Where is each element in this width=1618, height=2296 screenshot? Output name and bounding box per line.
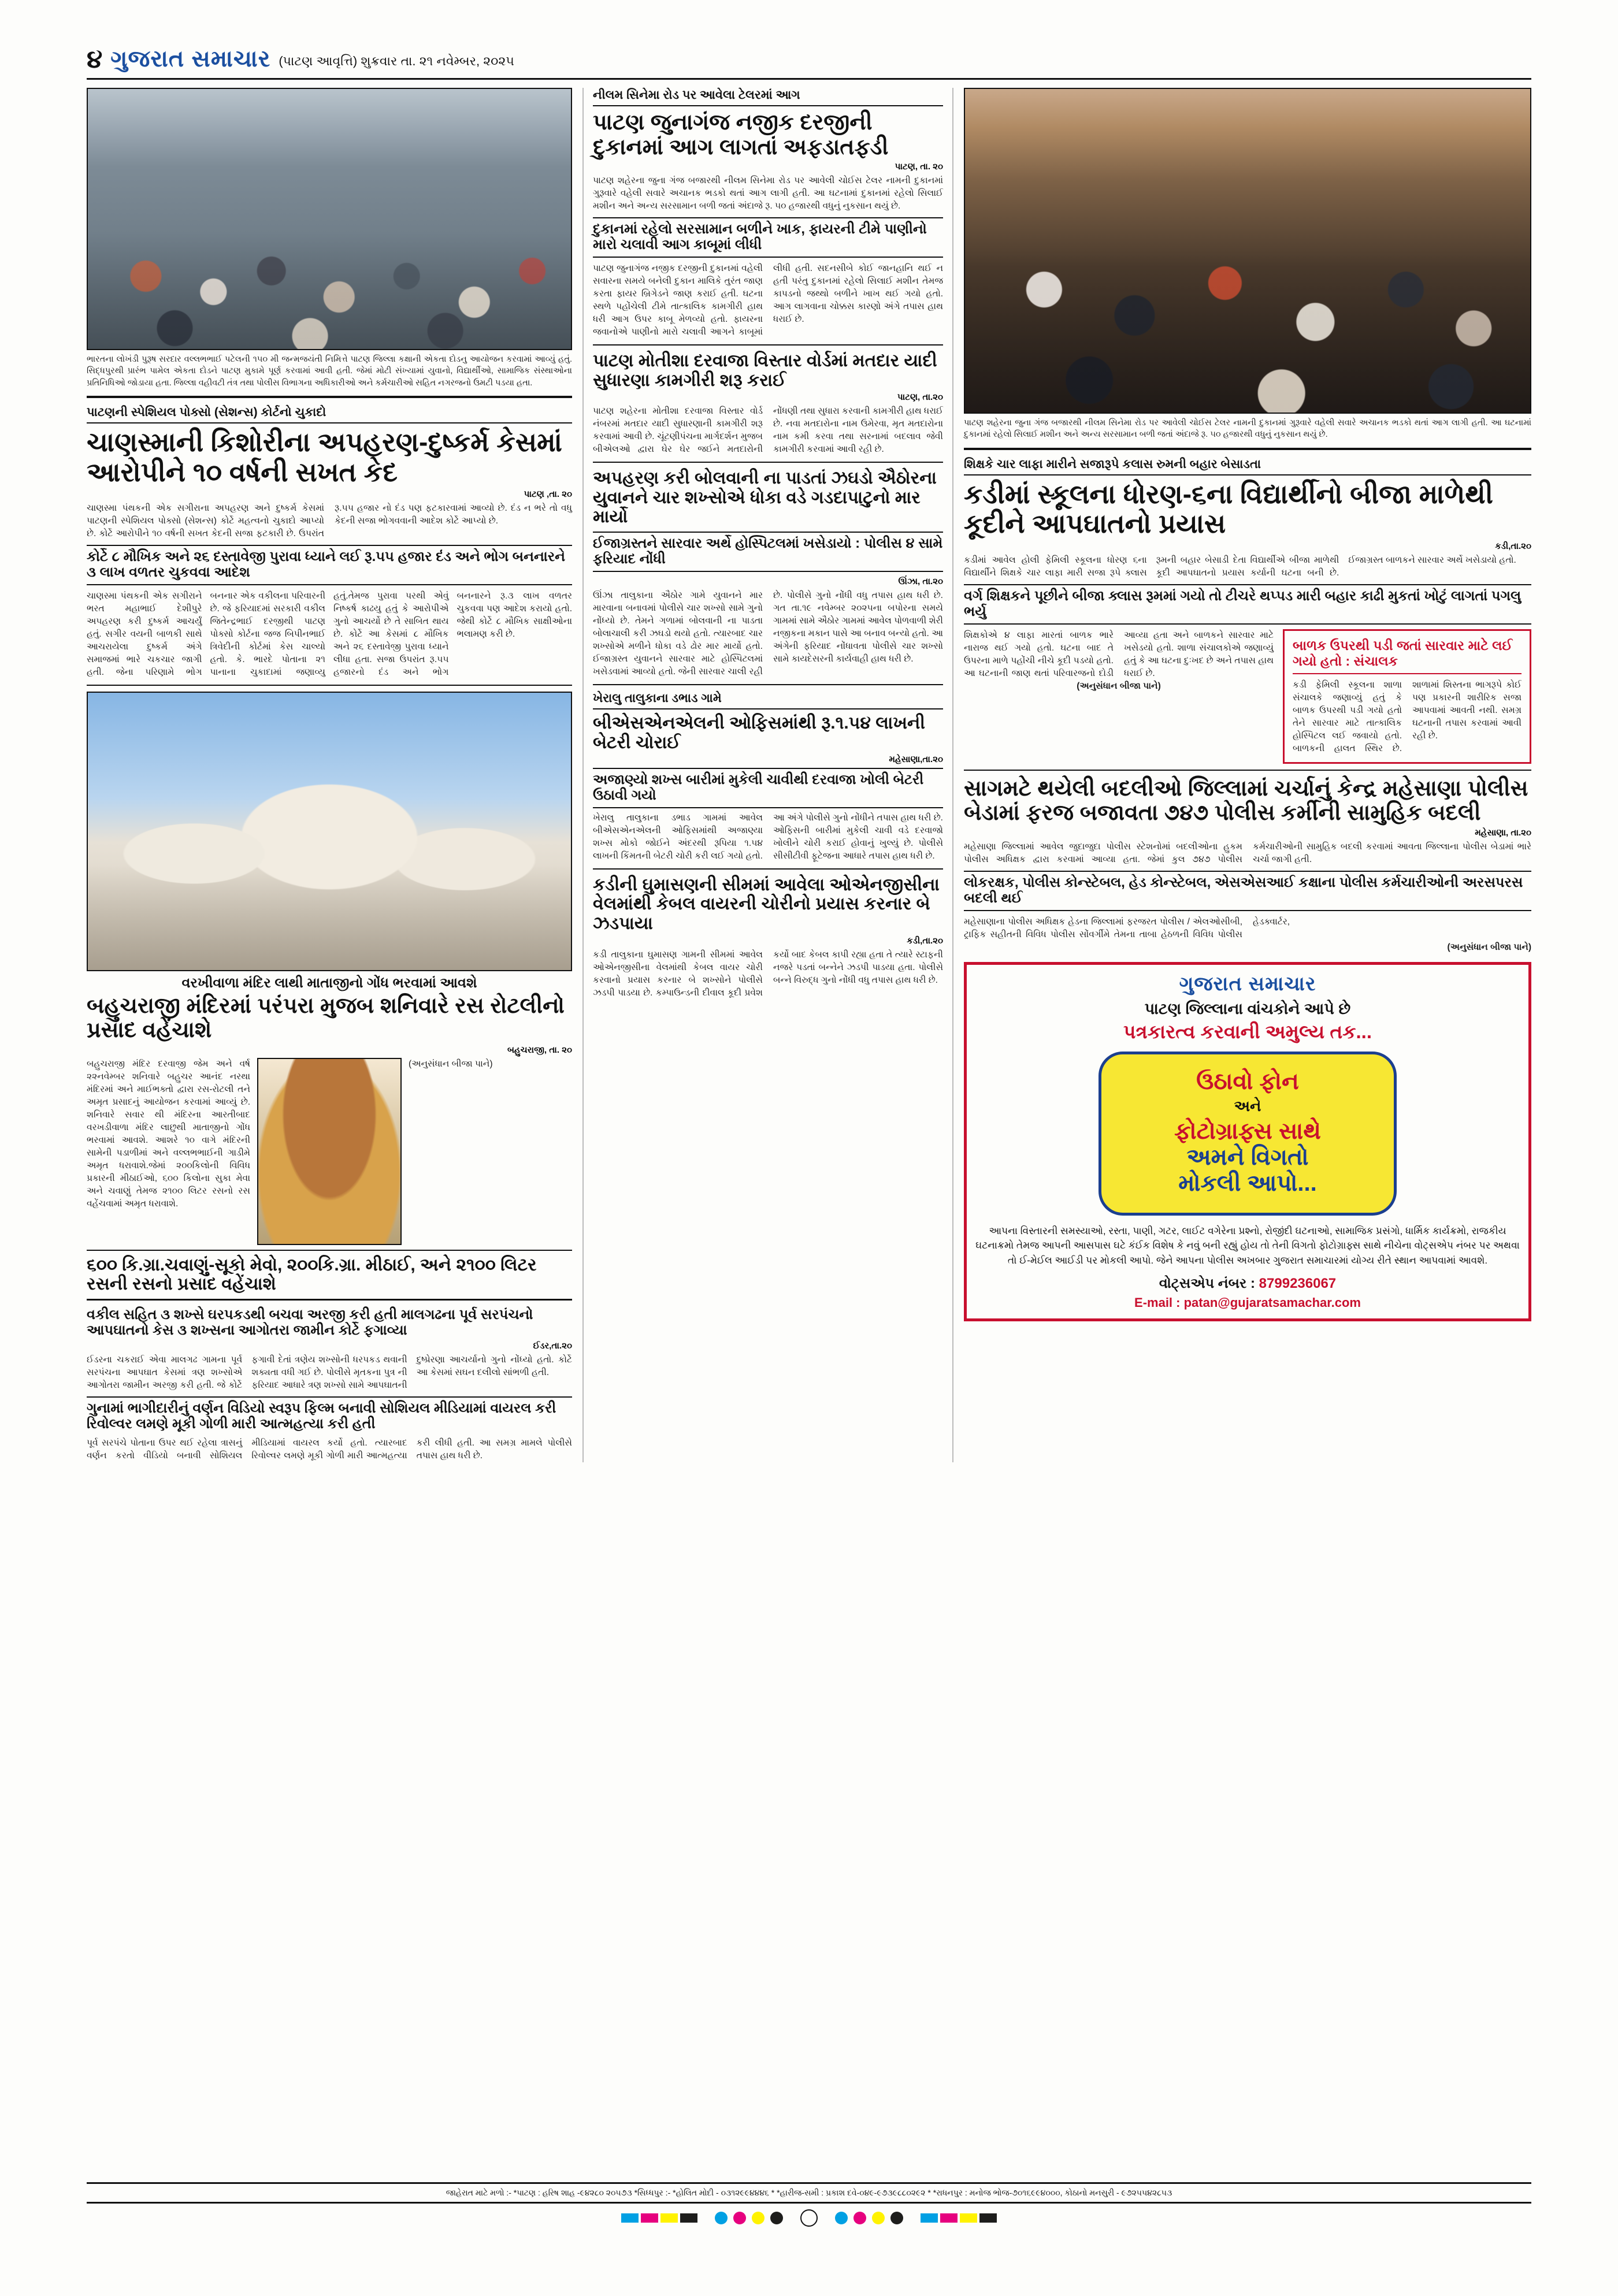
cable-body: કડી તાલુકાના ઘુમાસણ ગામની સીમમાં આવેલ ઓએનજીસીના વેલમાંથી કેબલ વાયર ચોરી કરવાનો પ્રયાસ કરનાર બે શખ્સોને પોલીસે ઝડપી પાડયા છે. કમ્પાઉન્ડની દીવાલ કૂદી પ્રવેશ કર્યો બાદ કેબલ કાપી રહ્યા હતા તે ત્યારે સ્ટાફની નજરે પડતાં બન્નેને ઝડપી પાડયા હતા. પોલીસે બન્ને વિરુદ્ધ ગુનો નોંધી વધુ તપાસ હાથ ધરી છે. <box>593 949 943 998</box>
transfer-headline: સાગમટે થયેલી બદલીઓ જિલ્લામાં ચર્ચાનું કેન્દ્ર મહેસાણા પોલીસ બેડામાં ફરજ બજાવતા ૭૪૭ પોલીસ કર્મીની સામુહિક બદલી <box>964 776 1528 826</box>
masthead <box>87 46 1531 80</box>
ad-whatsapp-number[interactable]: 8799236067 <box>1259 1276 1337 1292</box>
swatch <box>940 2213 958 2223</box>
court-lead: ચાણસ્મા પંથકની એક સગીરાના અપહરણ અને દુષ્કર્મ કેસમાં પાટણની સ્પેશિયલ પોક્સો (સેશન્સ) કોર્ટે મહત્વનો ચુકાદો આપ્યો છે. કોર્ટે આરોપીને ૧૦ વર્ષની સખત કેદની સજા ફટકારી છે. ઉપરાંત રૂ.૫૫ હજાર નો દંડ પણ ફટકારવામાં આવ્યો છે. દંડ ન ભરે તો વધુ કેદની સજા ભોગવવાની આદેશ કોર્ટે આપ્યો છે. <box>87 503 572 539</box>
ad-body-text: આપના વિસ્તારની સમસ્યાઓ, રસ્તા, પાણી, ગટર, લાઈટ વગેરેના પ્રશ્નો, રોજીંદી ઘટનાઓ, સામાજિક પ્રસંગો, ધાર્મિક કાર્યક્રમો, રાજકીય ઘટનાક્રમો તેમજ આપની આસપાસ ઘટે કંઈક વિશેષ કે નવું બની રહ્યું હોય તો તેની વિગતો ફોટોગ્રાફ્સ સાથે નીચેના વોટ્સએપ નંબર પર અથવા તો ઈ-મેઈલ આઈડી પર મોકલી આપો. જેને આપના પોલીસ અખબાર ગુજરાત સમાચારમાં યોગ્ય રીતે સ્થાન આપવામાં આવશે. <box>975 1225 1520 1266</box>
photo-temple <box>87 692 572 971</box>
temple-body: બહુચરાજી મંદિર દરવાજી જેમ અને વર્ષ ૨૨નવેમ્બર શનિવારે બહુચર આનંદ નરથા મંદિરમાં અને માઈભક્તો દ્વારા રસ-રોટલી તને અમૃત પ્રસાદનું આયોજન કરવામાં આવ્યું છે. શનિવારે સવાર થી મંદિરના આરતીબાદ વરખડીવાળા મંદિર લાછુથી માતાજીનો ગોંધ ભરવામાં આવશે. આશરે ૧૦ વાગે મંદિરની સામેની પડાળીમાં અને વલ્લભભાઈની ગાડીમે અમૃત ધરાવાશે.જેમાં ૨૦૦કિલોની વિવિધ પ્રકારની મીઠાઈઓ, ૬૦૦ કિલોના સુકા મેવા અને ચવાણું તેમજ ૨૧૦૦ લિટર રસનો રસ વહેંચવામાં અમૃત ધરાવાશે. <box>87 1058 250 1209</box>
temple-body-2: (અનુસંધાન બીજા પાને) <box>409 1058 493 1069</box>
ad-phone-line-1: ઉઠાવો ફોન <box>1196 1068 1299 1094</box>
fire-kicker: નીલમ સિનેમા રોડ પર આવેલા ટેલરમાં આગ <box>593 88 943 106</box>
temple-caption-top: વરખીવાળા મંદિર લાથી માતાજીનો ગોંધ ભરવામાં આવશે <box>181 975 477 991</box>
ad-line-1: પાટણ જિલ્લાના વાંચકોને આપે છે <box>1144 1000 1351 1017</box>
registration-dots-2 <box>835 2212 903 2224</box>
swatch <box>621 2213 639 2223</box>
teacher-jump: (અનુસંધાન બીજા પાને) <box>1077 681 1161 691</box>
dot <box>733 2212 746 2224</box>
court-headline: ચાણસ્માની કિશોરીના અપહરણ-દુષ્કર્મ કેસમાં આરોપીને ૧૦ વર્ષની સખત કેદ <box>87 427 562 487</box>
battery-body: ખેરાલુ તાલુકાના ડભાડ ગામમાં આવેલ બીએસએનએલની ઓફિસમાંથી અજાણ્યા શખ્સ મોકો જોઈને અંદરથી રૂપિયા ૧.૫૪ લાખની કિંમતની બેટરી ચોરી કરી લઈ ગયો હતો. આ અંગે પોલીસે ગુનો નોંધીને તપાસ હાથ ધરી છે. ઓફિસની બારીમાં મુકેલી ચાવી વડે દરવાજો ખોલીને ચોરી કરાઈ હોવાનું ખુલ્યું છે. પોલીસે સીસીટીવી ફૂટેજના આધારે તપાસ હાથ ધરી છે. <box>593 812 943 861</box>
fire-lead: પાટણ શહેરના જુના ગંજ બજારથી નીલમ સિનેમા રોડ પર આવેલી ચોઈસ ટેલર નામની દુકાનમાં ગુરૂવારે વહેલી સવારે અચાનક ભડકો થતાં આગ લાગી હતી. આ ઘટનામાં દુકાનમાં રહેલો સિલાઈ મશીન અને અન્ય સરસામાન બળી જતાં અંદાજે રૂ. ૫૦ હજારથી વધુનું નુકસાન થયું છે. <box>593 176 943 211</box>
ad-phone-line-2: અને <box>1234 1097 1261 1114</box>
dot <box>835 2212 848 2224</box>
registration-mark <box>800 2209 818 2227</box>
fire-headline: પાટણ જુનાગંજ નજીક દરજીની દુકાનમાં આગ લાગતાં અફડાતફડી <box>593 110 889 159</box>
temple-prasad-footer: ૬૦૦ કિ.ગ્રા.ચવાણું-સૂકો મેવો, ૨૦૦કિ.ગ્રા. મીઠાઈ, અને ૨૧૦૦ લિટર રસની રસનો પ્રસાદ વહેંચાશે <box>87 1250 572 1301</box>
column-middle <box>584 88 953 1462</box>
advertisement <box>964 962 1531 1322</box>
ad-whatsapp[interactable] <box>975 1276 1520 1292</box>
photo-unity-run <box>87 88 572 350</box>
ad-phone-line-3: ફોટોગ્રાફ્સ સાથે <box>1174 1118 1321 1144</box>
publication-title: ગુજરાત સમાચાર <box>110 46 271 72</box>
voter-body: પાટણ શહેરના મોતીશા દરવાજા વિસ્તાર વોર્ડ નંબરમાં મતદાર યાદી સુધારણાની કામગીરી શરૂ કરવામાં આવી છે. ચૂંટણીપંચના માર્ગદર્શન મુજબ બીએલઓ દ્વારા ઘેર ઘેર જઈને મતદારોની નોંધણી તથા સુધારા કરવાની કામગીરી હાથ ધરાઈ છે. નવા મતદારોના નામ ઉમેરવા, મૃત મતદારોના નામ કમી કરવા તથા સરનામાં બદલાવ જેવી કામગીરી કરવામાં આવી રહી છે. <box>593 406 943 455</box>
teacher-subhead: વર્ગ શિક્ષકને પૂછીને બીજા ક્લાસ રૂમમાં ગયો તો ટીચરે થપ્પડ મારી બહાર કાઢી મુકતાં ખોટું લાગતાં પગલુ ભર્યુ <box>964 584 1531 625</box>
ad-line-2: પત્રકારત્વ કરવાની અમુલ્ય તક... <box>1123 1020 1372 1042</box>
sarpanch-dateline: ઈડર,તા.૨૦ <box>533 1340 572 1351</box>
dot <box>752 2212 765 2224</box>
footer-contacts: જાહેરાત માટે મળો :- *પાટણ : હરિષ શાહ -૯૪૨૮૦ ૨૦૫૭૩ *સિધ્ધપુર :- *હોલિત મોદી - ૦૩૧૨૯૯૪૪૪૬ * *હારીજ-સમી : પ્રકાશ દવે-૦૪૯-૯૭૩૯૮૮૦૨૯૨ * *રાધનપુર : મનોજ ભોજ-૭૦૧૬૯૯૪૦૦૦, કોઠાનો મનસુરી - ૯૭૨૫૫૪૨૮૫૩ <box>446 2188 1172 2197</box>
battery-dateline: મહેસાણા,તા.૨૦ <box>889 755 943 765</box>
assault-body: ઊંઝા તાલુકાના ઐઠોર ગામે યુવાનને માર મારવાના બનાવમાં પોલીસે ચાર શખ્સો સામે ગુનો નોંધ્યો છે. તેમને ગળામાં બોલવાની ના પાડતા બોલાચાલી કરી ઝઘડો થયો હતો. ત્યારબાદ ચાર શખ્સોએ મળીને ધોકા વડે ઢોર માર માર્યો હતો. ઈજાગ્રસ્ત યુવાનને સારવાર માટે હોસ્પિટલમાં ખસેડવામાં આવ્યો હતો. જેની સારવાર ચાલી રહી છે. પોલીસે ગુનો નોંધી વધુ તપાસ હાથ ધરી છે. ગત તા.૧૯ નવેમ્બર ૨૦૨૫ના બપોરના સમયે ગામમાં સામે ઐઠોર ગામમાં આવેલ પોળવાળી શેરી નજીકના મકાન પાસે આ બનાવ બન્યો હતો. આ અંગેની ફરિયાદ નોંધાવતા પોલીસે ચાર શખ્સો સામે કાયદેસરની કાર્યવાહી હાથ ધરી છે. <box>593 590 943 677</box>
dot <box>853 2212 866 2224</box>
swatch <box>979 2213 997 2223</box>
sarpanch-body: ઈડરના ચકરાઈ એવા માલગઢ ગામના પૂર્વ સરપંચના આપઘાત કેસમાં ત્રણ શખ્સોએ આગોતરા જામીન અરજી કરી હતી. જે કોર્ટે ફગાવી દેતાં ત્રણેય શખ્સોની ધરપકડ થવાની શક્યતા વધી ગઈ છે. પોલીસે મૃતકના પુત્ર ની ફરિયાદ આધારે ત્રણ શખ્સો સામે આપઘાતની દુષ્પ્રેરણા આચર્યાનો ગુનો નોંધ્યો હતો. કોર્ટે આ કેસમાં સઘન દલીલો સાંભળી હતી. <box>87 1354 572 1390</box>
fire-subhead: દુકાનમાં રહેલો સરસામાન બળીને ખાક, ફાયરની ટીમે પાણીનો મારો ચલાવી આગ કાબૂમાં લીધી <box>593 217 943 258</box>
ad-phone-line-5: મોકલી આપો... <box>1178 1170 1317 1196</box>
voter-headline: પાટણ મોતીશા દરવાજા વિસ્તાર વોર્ડમાં મતદાર યાદી સુધારણા કામગીરી શરૂ કરાઈ <box>593 351 937 390</box>
swatch <box>921 2213 938 2223</box>
assault-subhead: ઈજાગ્રસ્તને સારવાર અર્થે હોસ્પિટલમાં ખસેડાયો : પોલીસ ૪ સામે ફરિયાદ નોંધી <box>593 532 943 572</box>
column-right <box>953 88 1531 1462</box>
photo-shop-fire <box>964 88 1531 414</box>
ad-email-address[interactable]: patan@gujaratsamachar.com <box>1183 1295 1361 1310</box>
temple-dateline: બહુચરાજી, તા. ૨૦ <box>507 1045 572 1055</box>
battery-headline: બીએસએનએલની ઓફિસમાંથી રૂ.૧.૫૪ લાખની બેટરી ચોરાઈ <box>593 713 925 752</box>
transfer-body: મહેસાણા જિલ્લામાં આવેલ જુદાજુદા પોલીસ સ્ટેશનોમાં બદલીઓના હુકમ પોલીસ અધિક્ષક દ્વારા કરવામાં આવ્યા હતા. જેમાં કુલ ૭૪૭ પોલીસ કર્મચારીઓની સામુહિક બદલી કરવામાં આવતા જિલ્લાના પોલીસ બેડામાં ભારે ચર્ચા જાગી હતી. <box>964 841 1531 864</box>
teacher-headline: કડીમાં સ્કૂલના ધોરણ-૬ના વિદ્યાર્થીનો બીજા માળેથી કૂદીને આપઘાતનો પ્રયાસ <box>964 478 1493 539</box>
sarpanch-body-2: પૂર્વ સરપંચે પોતાના ઉપર થઈ રહેલા ત્રાસનું વર્ણન કરતો વીડિયો બનાવી સોશિયલ મીડિયામાં વાયરલ કર્યો હતો. ત્યારબાદ રિવોલ્વર લમણે મૂકી ગોળી મારી આત્મહત્યા કરી લીધી હતી. આ સમગ્ર મામલે પોલીસે તપાસ હાથ ધરી છે. <box>87 1437 572 1461</box>
swatch <box>680 2213 697 2223</box>
ad-brand: ગુજરાત સમાચાર <box>1179 972 1316 995</box>
temple-headline: બહુચરાજી મંદિરમાં પરંપરા મુજબ શનિવારે રસ રોટલીનો પ્રસાદ વહેંચાશે <box>87 993 565 1043</box>
page-number: ૪ <box>87 45 103 73</box>
treatment-box-headline: બાળક ઉપરથી પડી જતાં સારવાર માટે લઈ ગયો હતો : સંચાલક <box>1293 638 1521 674</box>
dot <box>715 2212 728 2224</box>
battery-kicker: ખેરાલુ તાલુકાના ડભાડ ગામે <box>593 691 943 709</box>
swatch <box>641 2213 658 2223</box>
cable-dateline: કડી,તા.૨૦ <box>907 935 943 946</box>
swatch <box>660 2213 678 2223</box>
voter-dateline: પાટણ, તા.૨૦ <box>897 392 943 403</box>
sarpanch-subhead: ગુનામાં ભાગીદારીનું વર્ણન વિડિયો સ્વરૂપ ફિલ્મ બનાવી સોશિયલ મીડિયામાં વાયરલ કરી રિવોલ્વર લમણે મૂકી ગોળી મારી આત્મહત્યા કરી હતી <box>87 1396 572 1432</box>
battery-subhead: અજાણ્યો શખ્સ બારીમાં મુકેલી ચાવીથી દરવાજા ખોલી બેટરી ઉઠાવી ગયો <box>593 768 943 808</box>
ad-email[interactable] <box>975 1295 1520 1310</box>
treatment-box <box>1283 629 1531 764</box>
court-dateline: પાટણ ,તા. ૨૦ <box>524 489 572 500</box>
caption-unity-run: ભારતના લોખંડી પુરૂષ સરદાર વલ્લભભાઈ પટેલની ૧૫૦ મી જન્મજયંતી નિમિત્તે પાટણ જિલ્લા કક્ષાની એકતા દોડનુ આયોજન કરવામાં આવ્યું હતું. સિદ્ધપુરથી પ્રારંભ પામેલ એકતા દોડને પાટણ મુકામે પૂર્ણ કરવામાં આવી હતી. જેમાં મોટી સંખ્યામાં યુવાનો, વિદ્યાર્થીઓ, સામાજિક સંસ્થાઓના પ્રતિનિધિઓ જોડાયા હતા. જિલ્લા વહીવટી તંત્ર તથા પોલીસ વિભાગના અધિકારીઓ અને કર્મચારીઓ સહિત નગરજનો ઉમટી પડયા હતા. <box>87 355 572 388</box>
page-footer <box>87 2182 1531 2227</box>
dot <box>890 2212 903 2224</box>
print-registration-bar <box>87 2209 1531 2227</box>
transfer-subhead: લોકરક્ષક, પોલીસ કોન્સ્ટેબલ, હેડ કોન્સ્ટેબલ, એસએસઆઈ કક્ષાના પોલીસ કર્મચારીઓની અરસપરસ બદલી થઈ <box>964 871 1531 911</box>
court-kicker: પાટણની સ્પેશિયલ પોક્સો (સેશન્સ) કોર્ટનો ચુકાદો <box>87 405 572 423</box>
ad-phone-line-4: અમને વિગતો <box>1186 1144 1309 1170</box>
court-body: ચાણસ્મા પંથકની એક સગીરાને ભરત મહાભાઈ દેશીપુરે અપહરણ કરી દુષ્કર્મ આચર્યું હતું. સગીર વયની બાળકી સાથે આચરાયેલા દુષ્કર્મ અંગે સમાજમાં ભારે ચકચાર જાગી હતી. જેના પરિણામે ભોગ બનનાર એક વકીલના પરિવારની છે. જે ફરિયાદમાં સરકારી વકીલ જિતેન્દ્રભાઈ દરજીથી પાટણ પોક્સો કોર્ટના જજ બિપીનભાઈ ત્રિવેદીની કોર્ટમાં કેસ ચાલ્યો હતો. કે. ભારદે પોતાના ૨૧ પાનાના ચુકાદામાં જણાવ્યુ હતું.તેમજ પુરાવા પરથી એવું નિષ્કર્ષ કાઢયુ હતું કે આરોપીએ ગુનો આચર્યો છે તે સાબિત થાય છે. કોર્ટે આ કેસમાં ૮ મૌખિક અને ૨૬ દસ્તાવેજી પુરાવા ધ્યાને લીધા હતા. સજા ઉપરાંત રૂ.૫૫ હજારનો દંડ અને ભોગ બનનારને રૂ.૩ લાખ વળતર ચુકવવા પણ આદેશ કરાયો હતો. જેથી કોર્ટે ૮ મૌખિક સાક્ષીઓના ભલામણ કરી છે. <box>87 590 572 677</box>
teacher-dateline: કડી,તા.૨૦ <box>1495 541 1531 551</box>
ad-phone-callout <box>1099 1052 1397 1216</box>
teacher-lead: કડીમાં આવેલ હોલી ફેમિલી સ્કૂલના ધોરણ ૬ના વિદ્યાર્થીને શિક્ષકે ચાર લાફા મારી સજા રૂપે ક્લાસ રૂમની બહાર બેસાડી દેતા વિદ્યાર્થીએ બીજા માળેથી કૂદી આપઘાતનો પ્રયાસ કર્યાની ઘટના બની છે. ઈજાગ્રસ્ત બાળકને સારવાર અર્થે ખસેડાયો હતો. <box>964 555 1516 578</box>
swatch <box>960 2213 977 2223</box>
assault-headline: અપહરણ કરી બોલવાની ના પાડતાં ઝઘડો ઐઠોરના યુવાનને ચાર શખ્સોએ ધોકા વડે ગડદાપાટુનો માર માર્યો <box>593 469 937 527</box>
transfer-dateline: મહેસાણા, તા.૨૦ <box>1475 827 1531 838</box>
transfer-jump: (અનુસંધાન બીજા પાને) <box>1447 942 1531 952</box>
registration-dots <box>715 2212 783 2224</box>
fire-dateline: પાટણ, તા. ૨૦ <box>895 162 943 172</box>
treatment-box-body: કડી ફેમિલી સ્કૂલના શાળા સંચાલકે જણાવ્યું હતું કે બાળક ઉપરથી પડી ગયો હતો તેને સારવાર માટે તાત્કાલિક હોસ્પિટલ લઈ જવાયો હતો. બાળકની હાલત સ્થિર છે. શાળામાં શિસ્તના ભાગરૂપે કોઈ પણ પ્રકારની શારીરિક સજા આપવામાં આવતી નથી. સમગ્ર ઘટનાની તપાસ કરવામાં આવી રહી છે. <box>1293 679 1521 753</box>
fire-body: પાટણ જુનાગંજ નજીક દરજીની દુકાનમાં વહેલી સવારના સમયે બનેલી દુકાન માલિકે તુરંત જાણ કરતા ફાયર બ્રિગેડને જાણ કરાઈ હતી. ઘટના સ્થળે પહોંચેલી ટીમે તાત્કાલિક કામગીરી હાથ ધરી આગ ઉપર કાબૂ મેળવ્યો હતો. ફાયરના જવાનોએ પાણીનો મારો ચલાવી આગને કાબૂમાં લીધી હતી. સદનસીબે કોઈ જાનહાનિ થઈ ન હતી પરંતુ દુકાનમાં રહેલો સિલાઈ મશીન તેમજ કાપડનો જથ્થો બળીને ખાખ થઈ ગયો હતો. આગ લાગવાના ચોક્કસ કારણો અંગે તપાસ હાથ ધરાઈ છે. <box>593 263 943 337</box>
caption-shop-fire: પાટણ શહેરના જુના ગંજ બજારથી નીલમ સિનેમા રોડ પર આવેલી ચોઈસ ટેલર નામની દુકાનમાં ગુરૂવારે વહેલી સવારે અચાનક ભડકો થતાં આગ લાગી હતી. આ ઘટનામાં દુકાનમાં રહેલો સિલાઈ મશીન અને અન્ય સરસામાન બળી જતાં અંદાજે રૂ. ૫૦ હજારથી વધુનું નુકસાન થયું છે. <box>964 418 1531 440</box>
teacher-kicker: શિક્ષકે ચાર લાફા મારીને સજારૂપે કલાસ રુમની બહાર બેસાડતા <box>964 457 1531 475</box>
dot <box>770 2212 783 2224</box>
sarpanch-kicker: વકીલ સહિત ૩ શખ્સે ઘરપકડથી બચવા અરજી કરી હતી માલગઢના પૂર્વ સરપંચનો આપઘાતનો કેસ ૩ શખ્સના આગોતરા જામીન કોર્ટે ફગાવ્યા <box>87 1307 533 1338</box>
column-left <box>87 88 584 1462</box>
ad-whatsapp-label: વોટ્સએપ નંબર : <box>1159 1276 1255 1292</box>
photo-saint-portrait <box>257 1058 402 1245</box>
edition-line: (પાટણ આવૃત્તિ) શુક્રવાર તા. ૨૧ નવેમ્બર, ૨૦૨૫ <box>279 54 514 68</box>
teacher-body: શિક્ષકોએ ૪ લાફા મારતાં બાળક ભારે નારાજ થઈ ગયો હતો. ઘટના બાદ તે ઉપરના માળે પહોંચી નીચે કૂદી પડયો હતો. આ ઘટનાની જાણ થતાં પરિવારજનો દોડી આવ્યા હતા અને બાળકને સારવાર માટે ખસેડયો હતો. શાળા સંચાલકોએ જણાવ્યું હતું કે આ ઘટના દુઃખદ છે અને તપાસ હાથ ધરાઈ છે. <box>964 630 1274 678</box>
court-subhead: કોર્ટે ૮ મૌખિક અને ૨૬ દસ્તાવેજી પુરાવા ધ્યાને લઈ રૂ.૫૫ હજાર દંડ અને ભોગ બનનારને ૩ લાખ વળતર ચુકવવા આદેશ <box>87 545 572 585</box>
assault-dateline: ઊંઝા, તા.૨૦ <box>898 576 943 586</box>
transfer-body-2: મહેસાણાના પોલીસ અધિક્ષક હેડના જિલ્લામાં ફરજરત પોલીસ / એલઓસીબી, ટ્રાફિક સહીતની વિવિધ પોલીસ સોંવર્ગીમે તેમના તાબા હેઠળની વિવિધ પોલીસ હેડક્વાર્ટર, <box>964 916 1290 939</box>
dot <box>872 2212 885 2224</box>
ad-email-label: E-mail : <box>1134 1295 1181 1310</box>
cable-headline: કડીની ઘુમાસણની સીમમાં આવેલા ઓએનજીસીના વેલમાંથી કેબલ વાયરની ચોરીનો પ્રયાસ કરનાર બે ઝડપાયા <box>593 875 940 934</box>
